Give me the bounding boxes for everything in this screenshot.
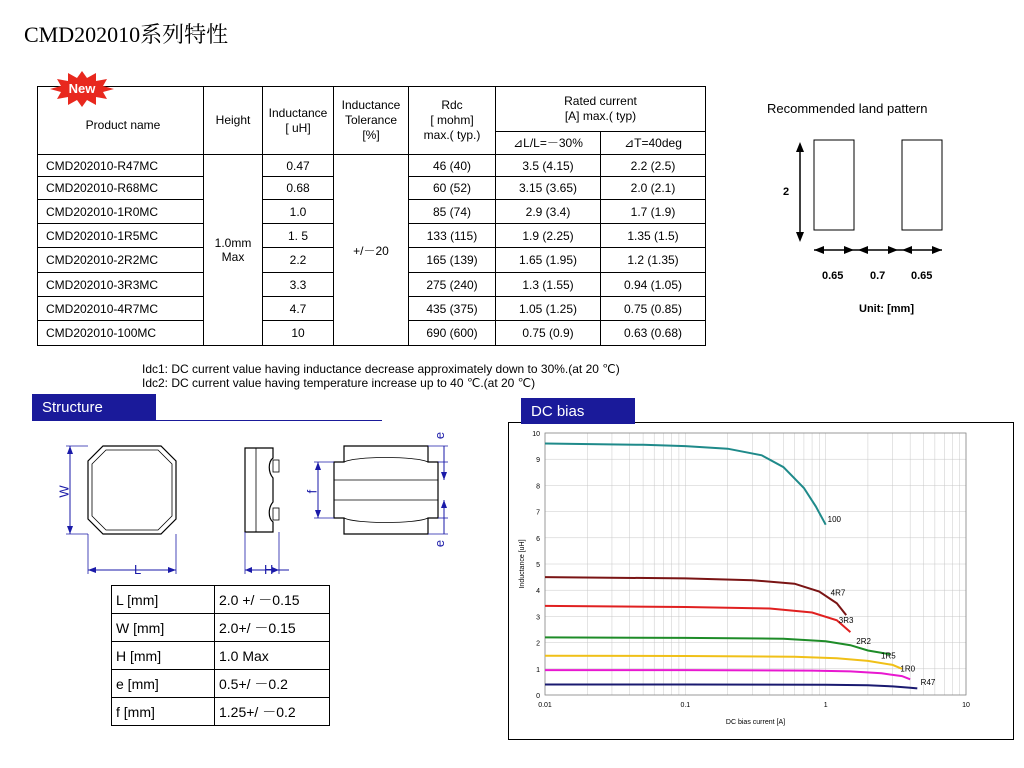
- notes: [142, 362, 620, 390]
- note-idc1: Idc1: DC current value having inductance decrease approximately down to 30%.(at 20 ℃): [142, 362, 620, 376]
- row-ind: 0.47: [263, 155, 334, 177]
- series-label-3R3: 3R3: [838, 615, 854, 625]
- dim-key: H [mm]: [112, 642, 215, 670]
- dim-key: W [mm]: [112, 614, 215, 642]
- row-ind: 1.0: [263, 200, 334, 224]
- y-tick-label: 6: [536, 535, 540, 543]
- row-ind: 4.7: [263, 297, 334, 321]
- dim-value: 2.0 +/ －0.15: [215, 586, 330, 614]
- row-name: CMD202010-2R2MC: [38, 248, 204, 273]
- dim-label-e-top: e: [432, 431, 448, 440]
- row-name: CMD202010-1R5MC: [38, 224, 204, 248]
- y-axis-label: Inductance [uH]: [519, 539, 526, 589]
- header-rdc: [409, 87, 496, 155]
- dim-row: [112, 642, 330, 670]
- row-idc1: 2.9 (3.4): [496, 200, 601, 224]
- dim-row: [112, 586, 330, 614]
- new-badge-label: New: [68, 81, 96, 96]
- series-label-1R0: 1R0: [900, 664, 916, 674]
- new-badge: [50, 71, 114, 107]
- row-idc2: 1.2 (1.35): [601, 248, 706, 273]
- dim-label-w: W: [56, 485, 72, 498]
- tolerance-value-text: +/－20: [353, 243, 389, 258]
- row-ind: 0.68: [263, 177, 334, 200]
- header-rated-l1: Rated current: [564, 94, 637, 108]
- row-idc1: 1.65 (1.95): [496, 248, 601, 273]
- row-rdc: 133 (115): [409, 224, 496, 248]
- dim-key: e [mm]: [112, 670, 215, 698]
- land-w2-label: 0.65: [911, 270, 933, 282]
- series-line-4R7: [545, 577, 846, 615]
- height-value-l2: Max: [221, 250, 245, 264]
- row-idc1: 1.9 (2.25): [496, 224, 601, 248]
- series-line-R47: [545, 685, 917, 689]
- header-rated-l2: [A] max.( typ): [564, 109, 637, 123]
- tolerance-value: [334, 155, 409, 346]
- dimensions-table: [111, 585, 330, 726]
- row-rdc: 60 (52): [409, 177, 496, 200]
- header-inductance-l2: [ uH]: [285, 120, 311, 135]
- header-tol-l2: Tolerance: [344, 113, 398, 127]
- x-tick-label: 0.1: [680, 702, 691, 709]
- row-rdc: 85 (74): [409, 200, 496, 224]
- row-idc1: 1.3 (1.55): [496, 273, 601, 297]
- y-tick-label: 5: [536, 562, 540, 569]
- dim-value: 0.5+/ －0.2: [215, 670, 330, 698]
- row-idc1: 3.15 (3.65): [496, 177, 601, 200]
- dim-label-f: f: [304, 489, 320, 494]
- series-label-R47: R47: [920, 678, 936, 688]
- y-tick-label: 4: [536, 588, 540, 596]
- dim-key: L [mm]: [112, 586, 215, 614]
- structure-tab: Structure: [32, 394, 156, 420]
- dim-row: [112, 670, 330, 698]
- y-tick-label: 3: [536, 614, 540, 622]
- header-idc1: ⊿L/L=－30%: [496, 132, 601, 155]
- y-tick-label: 7: [536, 509, 540, 517]
- y-tick-label: 1: [536, 666, 540, 674]
- row-ind: 1. 5: [263, 224, 334, 248]
- structure-divider: [32, 420, 382, 421]
- land-gap-label: 0.7: [870, 270, 886, 282]
- row-idc2: 0.94 (1.05): [601, 273, 706, 297]
- row-idc2: 0.75 (0.85): [601, 297, 706, 321]
- land-height-label: 2: [783, 186, 790, 198]
- row-name: CMD202010-R68MC: [38, 177, 204, 200]
- row-idc2: 2.0 (2.1): [601, 177, 706, 200]
- header-rated: [496, 87, 706, 132]
- row-ind: 2.2: [263, 248, 334, 273]
- header-rdc-l1: Rdc: [441, 98, 463, 112]
- row-rdc: 165 (139): [409, 248, 496, 273]
- page-title: CMD202010系列特性: [24, 22, 229, 47]
- header-tolerance: [334, 87, 409, 155]
- row-name: CMD202010-1R0MC: [38, 200, 204, 224]
- y-tick-label: 2: [536, 640, 540, 648]
- dim-label-e-bottom: e: [432, 539, 448, 548]
- header-tol-l1: Inductance: [341, 98, 401, 112]
- row-idc1: 1.05 (1.25): [496, 297, 601, 321]
- x-tick-label: 0.01: [538, 702, 552, 709]
- land-pattern-title: Recommended land pattern: [767, 101, 928, 116]
- dim-label-h: H: [264, 562, 274, 577]
- x-tick-label: 1: [823, 702, 828, 709]
- series-label-4R7: 4R7: [830, 588, 846, 598]
- series-line-1R5: [545, 656, 902, 669]
- dim-key: f [mm]: [112, 698, 215, 726]
- row-idc2: 0.63 (0.68): [601, 321, 706, 346]
- dim-label-l: L: [134, 562, 142, 577]
- y-tick-label: 9: [536, 457, 540, 465]
- height-value-l1: 1.0mm: [214, 236, 252, 250]
- dc-bias-chart: [509, 423, 1013, 739]
- row-idc1: 0.75 (0.9): [496, 321, 601, 346]
- series-line-3R3: [545, 606, 850, 632]
- dim-value: 2.0+/ －0.15: [215, 614, 330, 642]
- header-tol-l3: [%]: [362, 128, 380, 142]
- row-name: CMD202010-100MC: [38, 321, 204, 346]
- structure-drawing: [56, 432, 456, 582]
- header-idc2: ⊿T=40deg: [601, 132, 706, 155]
- series-label-1R5: 1R5: [881, 651, 896, 661]
- x-tick-label: 10: [962, 702, 970, 709]
- row-ind: 3.3: [263, 273, 334, 297]
- header-rdc-l3: max.( typ.): [423, 128, 481, 142]
- row-rdc: 46 (40): [409, 155, 496, 177]
- height-value: [204, 155, 263, 346]
- spec-table: [37, 86, 706, 346]
- note-idc2: Idc2: DC current value having temperature increase up to 40 ℃.(at 20 ℃): [142, 376, 536, 390]
- y-tick-label: 0: [536, 693, 540, 700]
- dim-value: 1.25+/ －0.2: [215, 698, 330, 726]
- row-idc2: 1.35 (1.5): [601, 224, 706, 248]
- row-idc2: 2.2 (2.5): [601, 155, 706, 177]
- dim-value: 1.0 Max: [215, 642, 330, 670]
- x-axis-label: DC bias current [A]: [725, 719, 786, 726]
- dim-row: [112, 698, 330, 726]
- dim-row: [112, 614, 330, 642]
- row-idc1: 3.5 (4.15): [496, 155, 601, 177]
- header-inductance-l1: Inductance: [268, 105, 328, 120]
- header-rdc-l2: [ mohm]: [430, 113, 474, 127]
- series-label-2R2: 2R2: [856, 636, 871, 646]
- y-tick-label: 8: [536, 483, 540, 491]
- dc-bias-tab: DC bias: [521, 398, 635, 424]
- header-inductance: [263, 87, 334, 155]
- series-line-2R2: [545, 637, 891, 654]
- land-w1-label: 0.65: [822, 270, 844, 282]
- header-height: Height: [204, 87, 263, 155]
- header-product: Product name: [38, 87, 204, 155]
- row-name: CMD202010-4R7MC: [38, 297, 204, 321]
- row-idc2: 1.7 (1.9): [601, 200, 706, 224]
- row-rdc: 435 (375): [409, 297, 496, 321]
- series-label-100: 100: [827, 515, 842, 525]
- row-name: CMD202010-R47MC: [38, 155, 204, 177]
- row-name: CMD202010-3R3MC: [38, 273, 204, 297]
- row-rdc: 275 (240): [409, 273, 496, 297]
- row-rdc: 690 (600): [409, 321, 496, 346]
- y-tick-label: 10: [532, 431, 540, 438]
- row-ind: 10: [263, 321, 334, 346]
- land-unit: Unit: [mm]: [859, 303, 914, 315]
